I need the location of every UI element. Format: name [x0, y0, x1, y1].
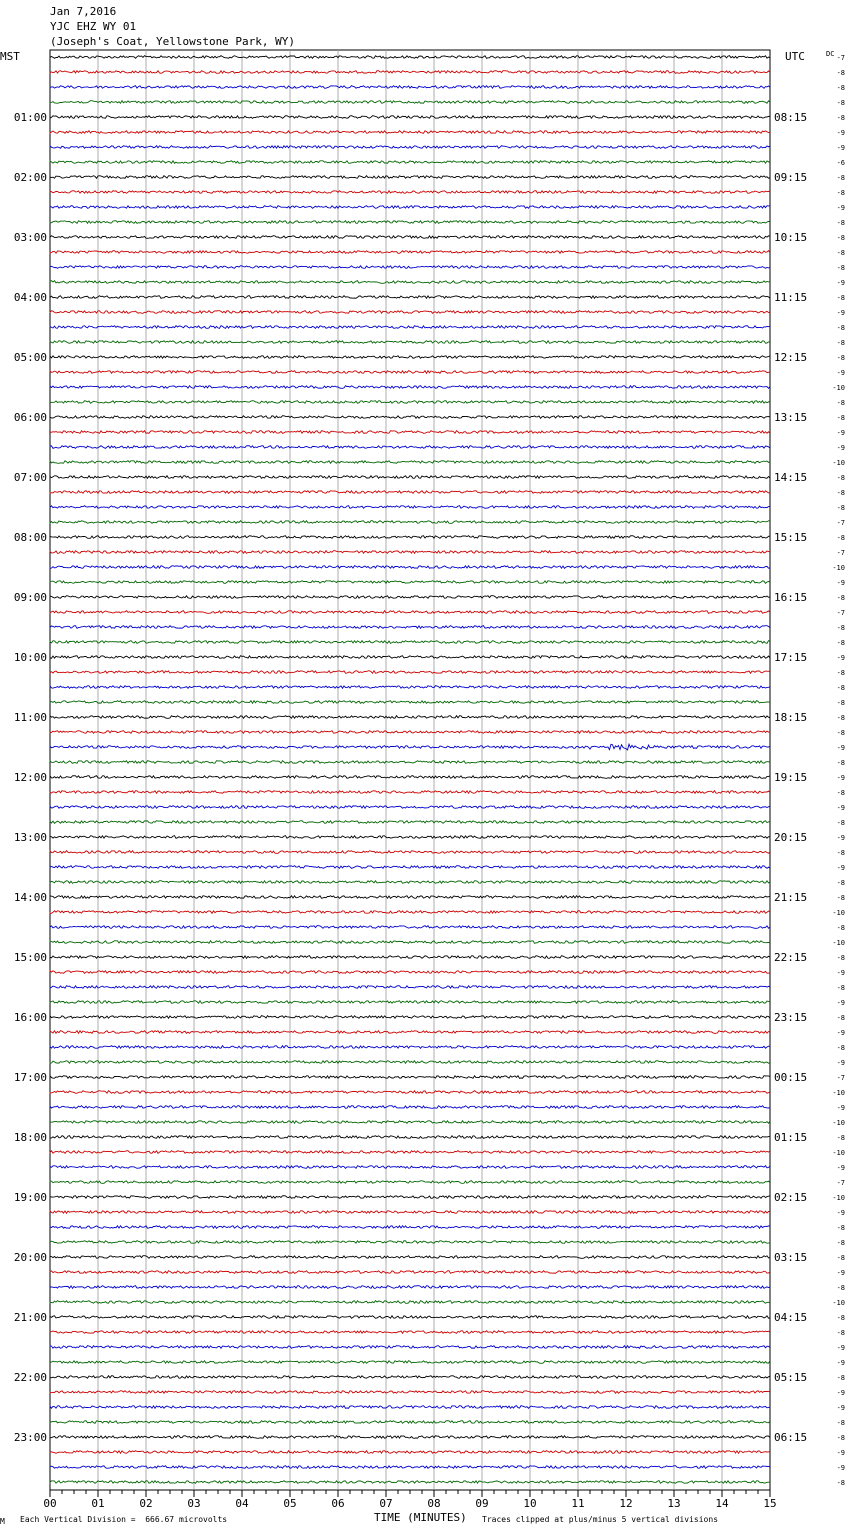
- dc-offset-label: -9: [836, 1269, 845, 1277]
- dc-offset-label: -9: [836, 864, 845, 872]
- dc-offset-label: -8: [836, 1134, 845, 1142]
- right-time-label: 13:15: [774, 411, 808, 424]
- seismic-trace: [50, 641, 770, 644]
- seismic-trace: [50, 731, 770, 734]
- seismic-trace: [50, 1241, 770, 1244]
- right-time-label: 08:15: [774, 111, 808, 124]
- seismic-trace: [50, 701, 770, 704]
- seismic-trace: [50, 221, 770, 224]
- left-time-label: 11:00: [13, 711, 47, 724]
- dc-offset-label: -9: [836, 579, 845, 587]
- left-time-label: 07:00: [13, 471, 47, 484]
- seismic-trace: [50, 56, 770, 59]
- dc-offset-label: -9: [836, 429, 845, 437]
- seismic-trace: [50, 431, 770, 434]
- seismic-trace: [50, 1391, 770, 1394]
- seismic-trace: [50, 866, 770, 869]
- right-timezone-label: UTC: [785, 50, 805, 63]
- dc-offset-label: -9: [836, 144, 845, 152]
- seismic-trace: [50, 1226, 770, 1229]
- dc-offset-label: -8: [836, 1239, 845, 1247]
- dc-offset-label: -8: [836, 849, 845, 857]
- dc-offset-label: -8: [836, 504, 845, 512]
- seismic-trace: [50, 941, 770, 944]
- seismic-trace: [50, 1166, 770, 1169]
- seismic-trace: [50, 836, 770, 839]
- x-tick-label: 00: [43, 1497, 57, 1510]
- seismic-trace: [50, 744, 770, 750]
- dc-offset-label: -8: [836, 714, 845, 722]
- seismic-trace: [50, 626, 770, 629]
- dc-offset-label: -9: [836, 744, 845, 752]
- dc-offset-label: -6: [836, 159, 845, 167]
- right-time-label: 16:15: [774, 591, 808, 604]
- seismic-trace: [50, 971, 770, 974]
- dc-offset-label: -8: [836, 669, 845, 677]
- seismic-trace: [50, 1451, 770, 1454]
- dc-offset-label: -7: [836, 1179, 845, 1187]
- seismic-trace: [50, 596, 770, 599]
- right-time-label: 22:15: [774, 951, 808, 964]
- seismic-trace: [50, 1271, 770, 1274]
- dc-offset-label: -9: [836, 654, 845, 662]
- seismic-trace: [50, 776, 770, 779]
- seismic-trace: [50, 761, 770, 764]
- dc-offset-label: -9: [836, 444, 845, 452]
- seismic-trace: [50, 1151, 770, 1154]
- seismic-trace: [50, 911, 770, 914]
- x-tick-label: 08: [427, 1497, 441, 1510]
- dc-offset-label: -9: [836, 1464, 845, 1472]
- x-tick-label: 11: [571, 1497, 585, 1510]
- seismic-trace: [50, 851, 770, 854]
- dc-offset-label: -9: [836, 774, 845, 782]
- seismic-trace: [50, 1106, 770, 1109]
- left-time-label: 10:00: [13, 651, 47, 664]
- dc-offset-label: -8: [836, 1419, 845, 1427]
- seismic-trace: [50, 236, 770, 239]
- seismic-trace: [50, 1286, 770, 1289]
- dc-offset-label: -9: [836, 1389, 845, 1397]
- right-time-label: 06:15: [774, 1431, 808, 1444]
- seismic-trace: [50, 1016, 770, 1019]
- x-tick-label: 06: [331, 1497, 345, 1510]
- left-time-label: 02:00: [13, 171, 47, 184]
- dc-offset-label: -8: [836, 174, 845, 182]
- dc-header-label: DC: [826, 50, 835, 58]
- dc-offset-label: -8: [836, 729, 845, 737]
- dc-offset-label: -8: [836, 624, 845, 632]
- left-time-label: 20:00: [13, 1251, 47, 1264]
- dc-offset-label: -8: [836, 894, 845, 902]
- x-tick-label: 10: [523, 1497, 537, 1510]
- dc-offset-label: -10: [832, 1089, 845, 1097]
- dc-offset-label: -8: [836, 1434, 845, 1442]
- seismic-trace: [50, 1481, 770, 1484]
- dc-offset-label: -9: [836, 1209, 845, 1217]
- seismic-trace: [50, 296, 770, 299]
- seismic-trace: [50, 791, 770, 794]
- dc-offset-label: -8: [836, 399, 845, 407]
- right-time-label: 17:15: [774, 651, 808, 664]
- dc-offset-label: -10: [832, 1299, 845, 1307]
- seismic-trace: [50, 566, 770, 569]
- left-time-label: 14:00: [13, 891, 47, 904]
- seismic-trace: [50, 881, 770, 884]
- seismic-trace: [50, 1346, 770, 1349]
- dc-offset-label: -8: [836, 249, 845, 257]
- dc-offset-label: -9: [836, 369, 845, 377]
- dc-offset-label: -8: [836, 189, 845, 197]
- dc-offset-label: -8: [836, 84, 845, 92]
- seismic-trace: [50, 266, 770, 269]
- dc-offset-label: -10: [832, 384, 845, 392]
- dc-offset-label: -8: [836, 324, 845, 332]
- x-tick-label: 15: [763, 1497, 777, 1510]
- clip-note: Traces clipped at plus/minus 5 vertical divisions: [482, 1515, 719, 1524]
- seismic-trace: [50, 386, 770, 389]
- seismic-trace: [50, 446, 770, 449]
- seismic-trace: [50, 1376, 770, 1379]
- seismic-trace: [50, 686, 770, 689]
- seismic-trace: [50, 1331, 770, 1334]
- seismic-trace: [50, 131, 770, 134]
- dc-offset-label: -8: [836, 534, 845, 542]
- seismic-trace: [50, 1256, 770, 1259]
- dc-offset-label: -8: [836, 759, 845, 767]
- seismic-trace: [50, 521, 770, 524]
- seismic-trace: [50, 806, 770, 809]
- seismic-trace: [50, 491, 770, 494]
- right-time-label: 10:15: [774, 231, 808, 244]
- dc-offset-label: -10: [832, 1149, 845, 1157]
- seismic-trace: [50, 281, 770, 284]
- seismic-trace: [50, 101, 770, 104]
- seismic-trace: [50, 1136, 770, 1139]
- seismic-trace: [50, 341, 770, 344]
- seismic-trace: [50, 821, 770, 824]
- dc-offset-label: -9: [836, 804, 845, 812]
- seismic-trace: [50, 1361, 770, 1364]
- seismic-trace: [50, 656, 770, 659]
- x-tick-label: 04: [235, 1497, 249, 1510]
- right-time-label: 21:15: [774, 891, 808, 904]
- x-tick-label: 05: [283, 1497, 297, 1510]
- dc-offset-label: -8: [836, 1284, 845, 1292]
- left-time-label: 12:00: [13, 771, 47, 784]
- dc-offset-label: -9: [836, 204, 845, 212]
- left-time-label: 01:00: [13, 111, 47, 124]
- dc-offset-label: -8: [836, 789, 845, 797]
- right-time-label: 03:15: [774, 1251, 808, 1264]
- left-time-label: 15:00: [13, 951, 47, 964]
- seismic-trace: [50, 1436, 770, 1439]
- x-tick-label: 13: [667, 1497, 681, 1510]
- seismic-trace: [50, 1076, 770, 1079]
- x-tick-label: 03: [187, 1497, 201, 1510]
- seismic-trace: [50, 1301, 770, 1304]
- dc-offset-label: -8: [836, 489, 845, 497]
- right-time-label: 19:15: [774, 771, 808, 784]
- dc-offset-label: -9: [836, 1104, 845, 1112]
- left-time-label: 19:00: [13, 1191, 47, 1204]
- footer-mark: M: [0, 1517, 5, 1526]
- seismic-trace: [50, 1181, 770, 1184]
- dc-offset-label: -9: [836, 969, 845, 977]
- dc-offset-label: -9: [836, 1059, 845, 1067]
- dc-offset-label: -9: [836, 834, 845, 842]
- right-time-label: 05:15: [774, 1371, 808, 1384]
- left-time-label: 17:00: [13, 1071, 47, 1084]
- seismic-trace: [50, 1196, 770, 1199]
- dc-offset-label: -10: [832, 939, 845, 947]
- x-tick-label: 12: [619, 1497, 633, 1510]
- left-time-label: 22:00: [13, 1371, 47, 1384]
- dc-offset-label: -8: [836, 219, 845, 227]
- seismic-trace: [50, 611, 770, 614]
- dc-offset-label: -7: [836, 549, 845, 557]
- dc-offset-label: -9: [836, 1344, 845, 1352]
- left-time-label: 03:00: [13, 231, 47, 244]
- seismic-trace: [50, 401, 770, 404]
- seismic-trace: [50, 926, 770, 929]
- dc-offset-label: -7: [836, 519, 845, 527]
- seismic-trace: [50, 1061, 770, 1064]
- dc-offset-label: -8: [836, 1329, 845, 1337]
- seismic-trace: [50, 1466, 770, 1469]
- x-tick-label: 07: [379, 1497, 393, 1510]
- seismic-trace: [50, 371, 770, 374]
- seismic-trace: [50, 551, 770, 554]
- seismic-trace: [50, 1046, 770, 1049]
- seismic-trace: [50, 116, 770, 119]
- left-time-label: 06:00: [13, 411, 47, 424]
- seismic-trace: [50, 896, 770, 899]
- dc-offset-label: -8: [836, 69, 845, 77]
- x-tick-label: 14: [715, 1497, 729, 1510]
- station-code: YJC EHZ WY 01: [50, 20, 137, 33]
- dc-offset-label: -9: [836, 309, 845, 317]
- left-time-label: 09:00: [13, 591, 47, 604]
- seismic-trace: [50, 251, 770, 254]
- dc-offset-label: -8: [836, 1254, 845, 1262]
- seismic-trace: [50, 311, 770, 314]
- dc-offset-label: -7: [836, 1074, 845, 1082]
- trace-group: [50, 56, 770, 1484]
- right-time-label: 04:15: [774, 1311, 808, 1324]
- dc-offset-label: -9: [836, 1449, 845, 1457]
- dc-offset-label: -8: [836, 684, 845, 692]
- seismic-trace: [50, 326, 770, 329]
- seismic-trace: [50, 1316, 770, 1319]
- dc-offset-label: -8: [836, 984, 845, 992]
- dc-offset-label: -8: [836, 954, 845, 962]
- dc-offset-label: -8: [836, 1314, 845, 1322]
- left-time-label: 16:00: [13, 1011, 47, 1024]
- seismic-trace: [50, 206, 770, 209]
- dc-offset-label: -10: [832, 564, 845, 572]
- dc-offset-label: -8: [836, 924, 845, 932]
- dc-offset-label: -7: [836, 54, 845, 62]
- seismic-trace: [50, 476, 770, 479]
- left-time-label: 18:00: [13, 1131, 47, 1144]
- dc-offset-label: -8: [836, 1044, 845, 1052]
- seismic-trace: [50, 461, 770, 464]
- dc-offset-label: -8: [836, 1014, 845, 1022]
- seismic-trace: [50, 671, 770, 674]
- scale-note: Each Vertical Division = 666.67 microvolts: [20, 1515, 228, 1524]
- right-time-label: 15:15: [774, 531, 808, 544]
- dc-offset-label: -7: [836, 609, 845, 617]
- seismic-trace: [50, 986, 770, 989]
- seismic-trace: [50, 536, 770, 539]
- seismic-trace: [50, 176, 770, 179]
- seismic-trace: [50, 1406, 770, 1409]
- dc-offset-label: -8: [836, 699, 845, 707]
- dc-offset-label: -9: [836, 1404, 845, 1412]
- right-time-label: 11:15: [774, 291, 808, 304]
- left-timezone-label: MST: [0, 50, 20, 63]
- dc-offset-label: -10: [832, 909, 845, 917]
- right-time-label: 01:15: [774, 1131, 808, 1144]
- seismic-trace: [50, 161, 770, 164]
- x-tick-label: 01: [91, 1497, 105, 1510]
- seismic-trace: [50, 356, 770, 359]
- dc-offset-label: -8: [836, 354, 845, 362]
- right-time-label: 12:15: [774, 351, 808, 364]
- dc-offset-label: -8: [836, 639, 845, 647]
- seismic-trace: [50, 86, 770, 89]
- right-time-label: 18:15: [774, 711, 808, 724]
- left-time-label: 05:00: [13, 351, 47, 364]
- seismic-trace: [50, 71, 770, 74]
- left-time-label: 13:00: [13, 831, 47, 844]
- seismic-trace: [50, 506, 770, 509]
- right-time-label: 23:15: [774, 1011, 808, 1024]
- seismic-trace: [50, 1421, 770, 1424]
- seismic-trace: [50, 191, 770, 194]
- left-time-label: 04:00: [13, 291, 47, 304]
- dc-offset-label: -8: [836, 264, 845, 272]
- dc-offset-label: -8: [836, 1479, 845, 1487]
- dc-offset-label: -10: [832, 459, 845, 467]
- plot-date: Jan 7,2016: [50, 5, 117, 18]
- dc-offset-label: -10: [832, 1119, 845, 1127]
- seismic-trace: [50, 716, 770, 719]
- right-time-label: 00:15: [774, 1071, 808, 1084]
- seismic-trace: [50, 1211, 770, 1214]
- left-time-label: 21:00: [13, 1311, 47, 1324]
- dc-offset-label: -8: [836, 414, 845, 422]
- right-time-label: 14:15: [774, 471, 808, 484]
- dc-offset-label: -8: [836, 474, 845, 482]
- seismic-trace: [50, 1001, 770, 1004]
- dc-offset-label: -8: [836, 99, 845, 107]
- right-time-label: 09:15: [774, 171, 808, 184]
- dc-offset-label: -10: [832, 1194, 845, 1202]
- dc-offset-label: -8: [836, 339, 845, 347]
- seismic-trace: [50, 416, 770, 419]
- dc-offset-label: -9: [836, 279, 845, 287]
- dc-offset-label: -8: [836, 819, 845, 827]
- dc-offset-label: -8: [836, 879, 845, 887]
- dc-offset-label: -9: [836, 999, 845, 1007]
- seismic-trace: [50, 581, 770, 584]
- x-axis-title: TIME (MINUTES): [374, 1511, 467, 1524]
- left-time-label: 08:00: [13, 531, 47, 544]
- seismic-trace: [50, 146, 770, 149]
- right-time-label: 20:15: [774, 831, 808, 844]
- dc-offset-label: -9: [836, 129, 845, 137]
- station-location: (Joseph's Coat, Yellowstone Park, WY): [50, 35, 296, 48]
- dc-offset-label: -9: [836, 1029, 845, 1037]
- seismic-trace: [50, 956, 770, 959]
- seismic-trace: [50, 1121, 770, 1124]
- dc-offset-label: -8: [836, 594, 845, 602]
- dc-offset-label: -9: [836, 1359, 845, 1367]
- dc-offset-label: -8: [836, 114, 845, 122]
- dc-offset-label: -9: [836, 1164, 845, 1172]
- right-time-label: 02:15: [774, 1191, 808, 1204]
- x-tick-label: 09: [475, 1497, 489, 1510]
- left-time-label: 23:00: [13, 1431, 47, 1444]
- seismic-trace: [50, 1031, 770, 1034]
- dc-offset-label: -8: [836, 1374, 845, 1382]
- dc-offset-label: -8: [836, 234, 845, 242]
- dc-offset-label: -8: [836, 294, 845, 302]
- dc-offset-label: -8: [836, 1224, 845, 1232]
- x-tick-label: 02: [139, 1497, 153, 1510]
- seismic-trace: [50, 1091, 770, 1094]
